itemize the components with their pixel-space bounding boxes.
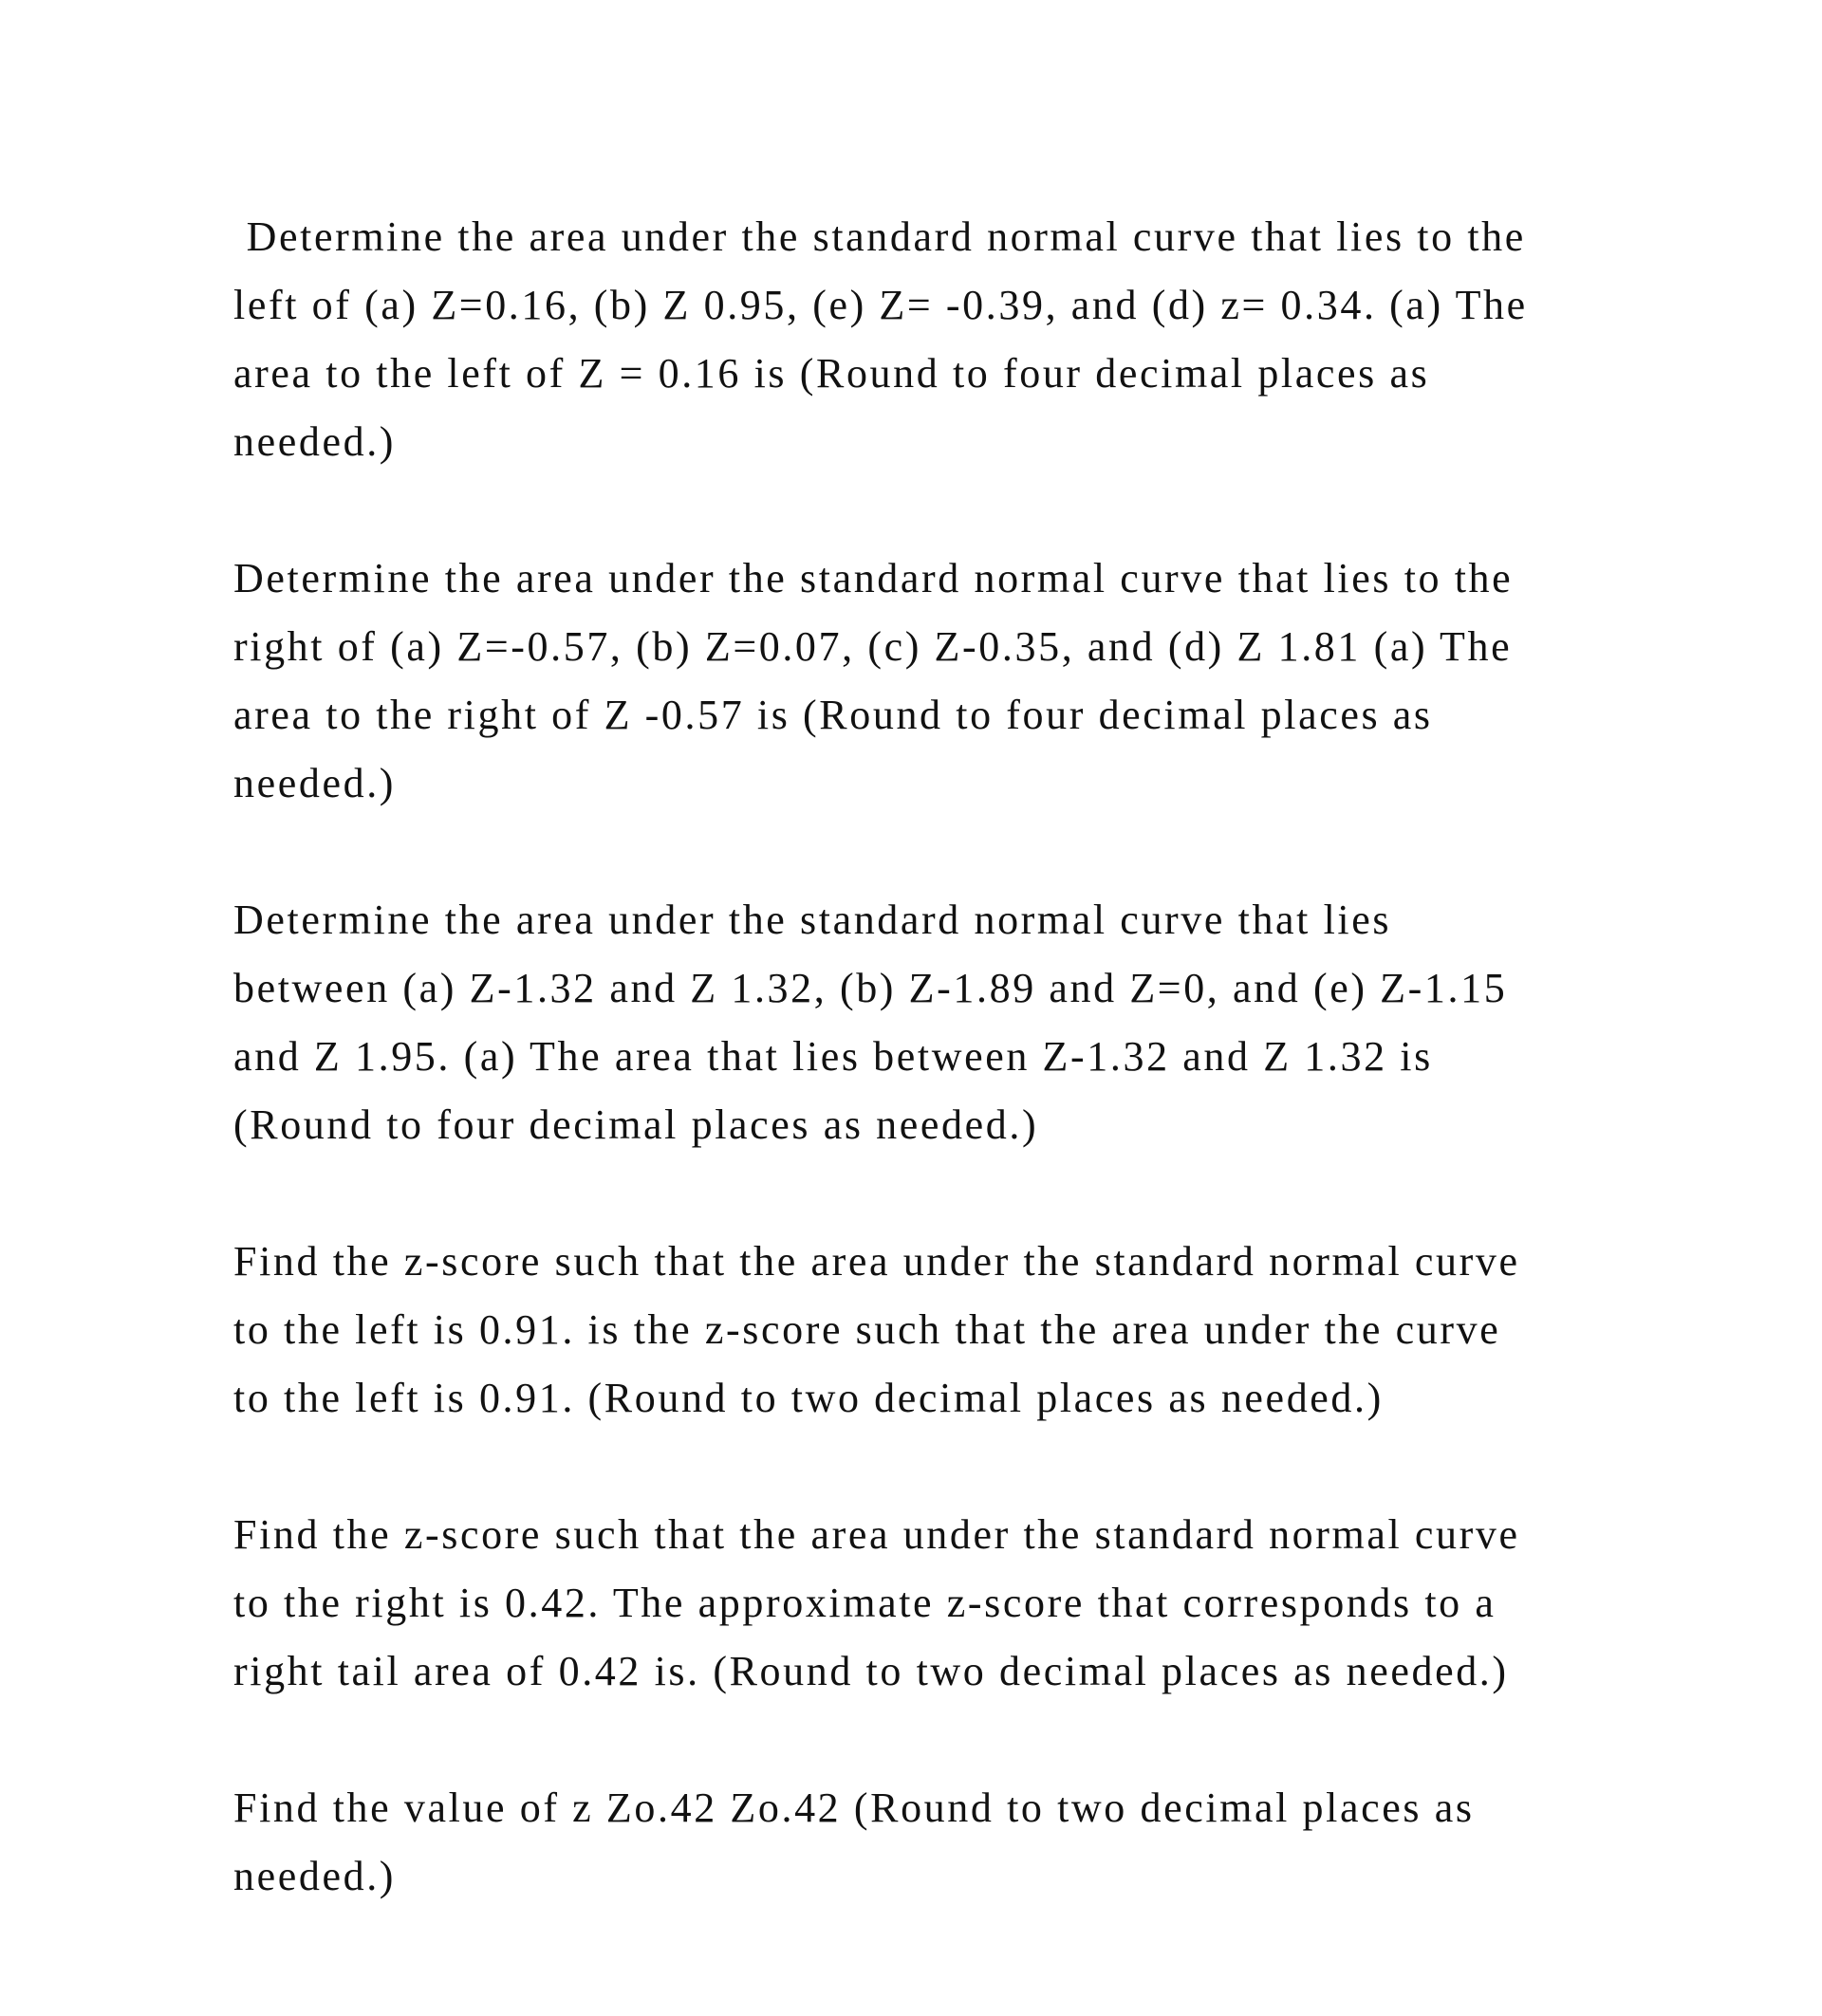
- question-paragraph-5: Find the z-score such that the area under the standard normal curve to the right is 0.42. The approximate z-score that corresponds to a right tail area of 0.42 is. (Round to two decimal places as needed.): [233, 1511, 1534, 1694]
- question-paragraph-1: Determine the area under the standard normal curve that lies to the left of (a) Z=0.16, (b) Z 0.95, (e) Z= -0.39, and (d) z= 0.34. (a) The area to the left of Z = 0.16 is (Round to four decimal places as needed.): [233, 213, 1541, 465]
- question-paragraph-2: Determine the area under the standard normal curve that lies to the right of (a) Z=-0.57, (b) Z=0.07, (c) Z-0.35, and (d) Z 1.81 (a) The area to the right of Z -0.57 is (Round to four decimal places as needed.): [233, 555, 1526, 806]
- question-paragraph-4: Find the z-score such that the area under the standard normal curve to the left is 0.91. is the z-score such that the area under the curve to the left is 0.91. (Round to two decimal places as needed.): [233, 1238, 1534, 1421]
- question-paragraph-3: Determine the area under the standard normal curve that lies between (a) Z-1.32 and Z 1.32, (b) Z-1.89 and Z=0, and (e) Z-1.15 and Z 1.95. (a) The area that lies between Z-1.32 and Z 1.32 is (Round to four decimal places as needed.): [233, 897, 1520, 1148]
- document-body: [233, 203, 1541, 1979]
- question-paragraph-6: Find the value of z Zo.42 Zo.42 (Round to two decimal places as needed.): [233, 1785, 1488, 1899]
